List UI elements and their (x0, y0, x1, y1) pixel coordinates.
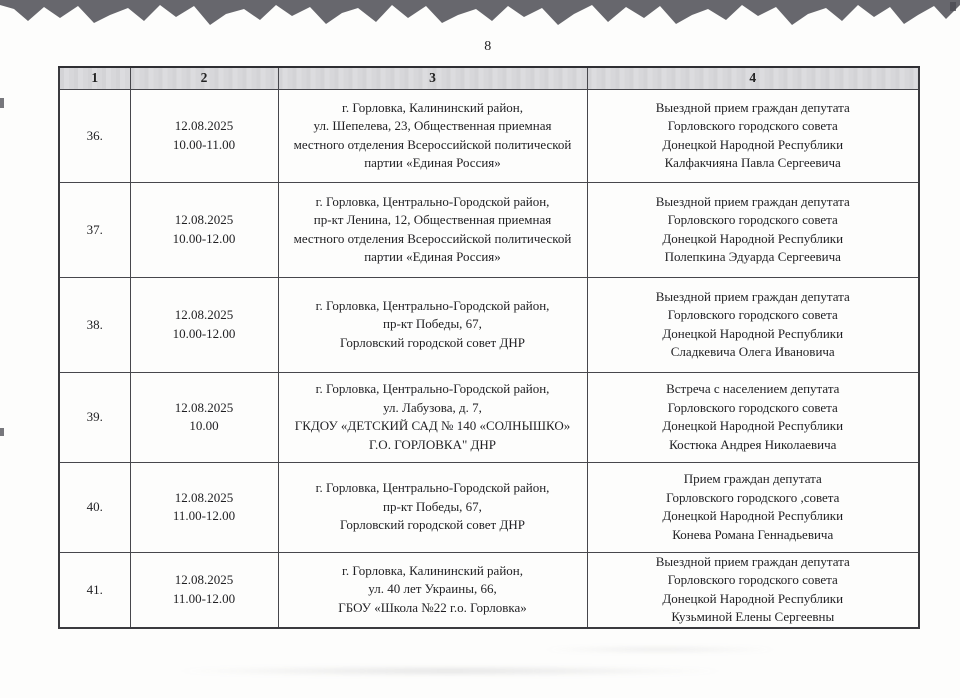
event-description (590, 193, 917, 267)
event-location-cell (278, 89, 587, 182)
description-line: Сладкевича Олега Ивановича (670, 344, 835, 359)
row-number-cell (59, 277, 130, 372)
table-row (59, 372, 919, 462)
description-line: Прием граждан депутата (683, 471, 822, 486)
address-line: ГКДОУ «ДЕТСКИЙ САД № 140 «СОЛНЫШКО» (294, 418, 571, 433)
date-time (133, 571, 276, 608)
address-line: местного отделения Всероссийской политической (293, 136, 572, 152)
event-description-cell (587, 372, 919, 462)
row-number: 37. (86, 221, 103, 237)
description-line: Горловского городского ,совета (666, 489, 840, 505)
address-line: ул. 40 лет Украины, 66, (368, 581, 497, 597)
row-number: 38. (86, 316, 103, 332)
scan-edge-artifact (0, 0, 960, 30)
description-line: Калфакчияна Павла Сергеевича (664, 155, 841, 170)
address-line: г. Горловка, Калининский район, (342, 562, 523, 578)
date-line: 12.08.2025 (174, 307, 234, 322)
date-time (133, 117, 276, 154)
address-line: партии «Единая Россия» (364, 155, 501, 170)
date-line: 12.08.2025 (174, 572, 234, 587)
description-line: Горловского городского совета (667, 307, 838, 322)
address-line: местного отделения Всероссийской политической (293, 230, 572, 246)
address-line: ГБОУ «Школа №22 г.о. Горловка» (338, 599, 527, 615)
row-number: 41. (86, 581, 103, 597)
event-location-cell (278, 552, 587, 628)
address-line: г. Горловка, Центрально-Городской район, (315, 381, 550, 396)
date-line: 12.08.2025 (174, 212, 234, 227)
address-line: г. Горловка, Центрально-Городской район, (315, 480, 550, 496)
date-line: 12.08.2025 (174, 489, 234, 505)
time-line: 10.00-12.00 (172, 325, 236, 341)
scan-speck (0, 428, 4, 436)
time-line: 10.00-12.00 (172, 230, 236, 246)
row-number-cell (59, 182, 130, 277)
scan-smudge (540, 646, 780, 653)
event-location-cell (278, 462, 587, 552)
address-line: партии «Единая Россия» (364, 249, 501, 264)
table-header-row (59, 67, 919, 89)
row-number: 39. (86, 409, 103, 424)
address-line: ул. Шепелева, 23, Общественная приемная (313, 118, 552, 133)
description-line: Горловского городского совета (667, 118, 838, 133)
table-row (59, 182, 919, 277)
event-location-cell (278, 182, 587, 277)
description-line: Встреча с населением депутата (666, 381, 840, 396)
date-time-cell (130, 462, 278, 552)
event-description-cell (587, 462, 919, 552)
row-number: 36. (86, 127, 103, 143)
address-line: Горловский городской совет ДНР (340, 517, 525, 533)
table-row (59, 277, 919, 372)
description-line: Донецкой Народной Республики (662, 136, 844, 152)
event-description-cell (587, 552, 919, 628)
column-header-4: 4 (587, 67, 919, 89)
address-line: пр-кт Победы, 67, (383, 498, 482, 514)
address-line: г. Горловка, Калининский район, (342, 99, 523, 115)
row-number: 40. (86, 499, 103, 514)
time-line: 11.00-12.00 (172, 590, 236, 606)
event-description-cell (587, 182, 919, 277)
description-line: Донецкой Народной Республики (662, 418, 844, 433)
event-location (281, 479, 585, 535)
event-description (590, 288, 917, 362)
date-time-cell (130, 182, 278, 277)
description-line: Выездной прием граждан депутата (655, 193, 850, 209)
description-line: Донецкой Народной Республики (662, 325, 844, 341)
scan-speck (950, 2, 956, 11)
event-location (281, 193, 585, 267)
schedule-table (58, 66, 920, 629)
event-location (281, 380, 585, 454)
date-time (133, 211, 276, 248)
date-time-cell (130, 89, 278, 182)
column-header-2: 2 (130, 67, 278, 89)
row-number-cell (59, 372, 130, 462)
event-location-cell (278, 277, 587, 372)
table-row (59, 89, 919, 182)
description-line: Горловского городского совета (667, 212, 838, 227)
description-line: Донецкой Народной Республики (662, 230, 844, 246)
event-description-cell (587, 89, 919, 182)
event-location (281, 99, 585, 173)
address-line: г. Горловка, Центрально-Городской район, (315, 297, 550, 313)
time-line: 11.00-12.00 (172, 508, 236, 523)
description-line: Конева Романа Геннадьевича (672, 526, 834, 542)
address-line: ул. Лабузова, д. 7, (383, 399, 482, 415)
row-number-cell (59, 462, 130, 552)
description-line: Горловского городского совета (667, 572, 838, 587)
column-header-1: 1 (59, 67, 130, 89)
address-line: г. Горловка, Центрально-Городской район, (315, 193, 550, 209)
time-line: 10.00-11.00 (172, 136, 236, 152)
date-time-cell (130, 277, 278, 372)
description-line: Выездной прием граждан депутата (655, 99, 850, 115)
address-line: пр-кт Ленина, 12, Общественная приемная (313, 212, 552, 227)
event-location (281, 562, 585, 618)
address-line: Г.О. ГОРЛОВКА" ДНР (369, 436, 496, 452)
event-location (281, 297, 585, 353)
page-number: 8 (484, 39, 492, 54)
description-line: Кузьминой Елены Сергеевны (671, 609, 835, 624)
event-description (590, 99, 917, 173)
description-line: Выездной прием граждан депутата (655, 553, 850, 569)
address-line: пр-кт Победы, 67, (383, 316, 482, 332)
event-description (590, 553, 917, 627)
description-line: Выездной прием граждан депутата (655, 288, 850, 304)
date-time (133, 306, 276, 343)
description-line: Полепкина Эдуарда Сергеевича (664, 249, 841, 264)
event-description-cell (587, 277, 919, 372)
description-line: Донецкой Народной Республики (662, 508, 844, 523)
event-description (590, 470, 917, 544)
address-line: Горловский городской совет ДНР (340, 334, 525, 350)
date-time (133, 399, 276, 436)
event-location-cell (278, 372, 587, 462)
description-line: Горловского городского совета (667, 399, 838, 415)
date-line: 12.08.2025 (174, 399, 234, 415)
row-number-cell (59, 89, 130, 182)
table-row (59, 552, 919, 628)
time-line: 10.00 (189, 418, 219, 433)
date-time-cell (130, 552, 278, 628)
row-number-cell (59, 552, 130, 628)
table-row (59, 462, 919, 552)
description-line: Донецкой Народной Республики (662, 590, 844, 606)
scan-speck (0, 98, 4, 108)
date-time-cell (130, 372, 278, 462)
column-header-3: 3 (278, 67, 587, 89)
date-line: 12.08.2025 (174, 118, 234, 133)
date-time (133, 489, 276, 526)
scan-smudge (170, 666, 730, 676)
event-description (590, 380, 917, 454)
description-line: Костюка Андрея Николаевича (669, 436, 837, 452)
